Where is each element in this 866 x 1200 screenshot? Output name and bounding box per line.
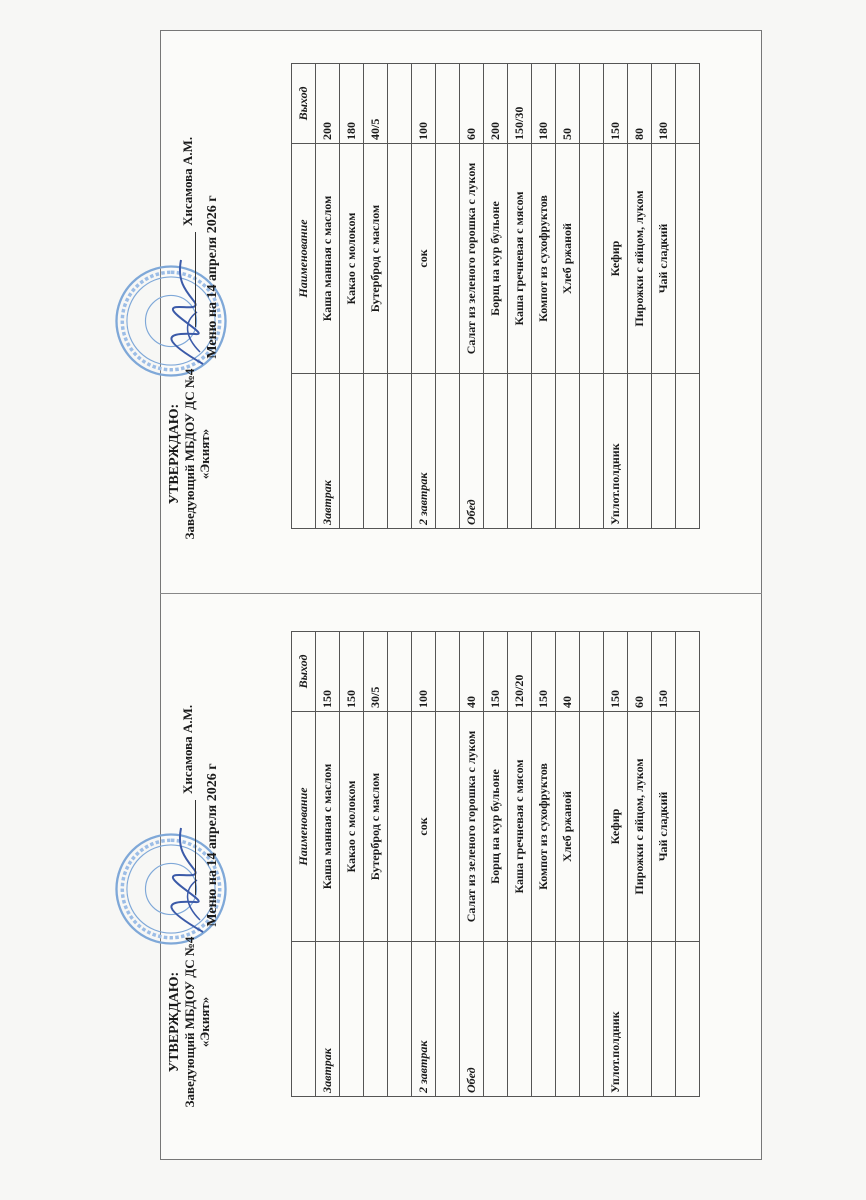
table-row bbox=[364, 632, 388, 1097]
output-cell: 150 bbox=[652, 632, 676, 712]
dish-name-cell: Борщ на кур бульоне bbox=[484, 144, 508, 374]
table-row bbox=[676, 632, 700, 1097]
meal-cell bbox=[532, 942, 556, 1097]
dish-name-cell: Пирожки с яйцом, луком bbox=[628, 712, 652, 942]
signature-underline bbox=[195, 800, 196, 895]
meal-cell bbox=[508, 374, 532, 529]
signer-name: Хисамова А.М. bbox=[180, 136, 195, 226]
dish-name-cell: Кефир bbox=[604, 712, 628, 942]
output-cell: 180 bbox=[340, 64, 364, 144]
output-cell: 40/5 bbox=[364, 64, 388, 144]
table-row bbox=[652, 632, 676, 1097]
table-row bbox=[316, 64, 340, 529]
approval-org: «Экият» bbox=[197, 996, 212, 1048]
meal-cell bbox=[340, 942, 364, 1097]
meal-cell bbox=[580, 942, 604, 1097]
dish-name-cell: Чай сладкий bbox=[652, 144, 676, 374]
meal-cell bbox=[628, 942, 652, 1097]
meal-cell: Завтрак bbox=[316, 374, 340, 529]
approval-org: «Экият» bbox=[197, 428, 212, 480]
signature-line bbox=[180, 705, 196, 895]
dish-name-cell bbox=[388, 712, 412, 942]
output-cell: 200 bbox=[316, 64, 340, 144]
dish-name-cell: Каша манная с маслом bbox=[316, 712, 340, 942]
dish-name-cell bbox=[676, 712, 700, 942]
meal-cell: 2 завтрак bbox=[412, 374, 436, 529]
meal-cell bbox=[532, 374, 556, 529]
dish-name-cell: Хлеб ржаной bbox=[556, 712, 580, 942]
dish-name-cell: Хлеб ржаной bbox=[556, 144, 580, 374]
meal-cell: Завтрак bbox=[316, 942, 340, 1097]
meal-cell bbox=[388, 374, 412, 529]
output-cell: 100 bbox=[412, 632, 436, 712]
table-row bbox=[532, 632, 556, 1097]
table-row bbox=[508, 64, 532, 529]
dish-name-cell: Борщ на кур бульоне bbox=[484, 712, 508, 942]
table-row bbox=[316, 632, 340, 1097]
header-meal bbox=[292, 374, 316, 529]
menu-table bbox=[291, 63, 700, 529]
output-cell: 180 bbox=[532, 64, 556, 144]
header-output: Выход bbox=[292, 64, 316, 144]
table-row bbox=[364, 64, 388, 529]
header-meal bbox=[292, 942, 316, 1097]
dish-name-cell: Компот из сухофруктов bbox=[532, 144, 556, 374]
table-row bbox=[532, 64, 556, 529]
table-row bbox=[580, 632, 604, 1097]
approval-header bbox=[163, 27, 291, 567]
table-row bbox=[508, 632, 532, 1097]
meal-cell bbox=[580, 374, 604, 529]
approval-title: УТВЕРЖДАЮ: bbox=[167, 971, 182, 1073]
output-cell: 200 bbox=[484, 64, 508, 144]
table-header-row bbox=[292, 632, 316, 1097]
table-row bbox=[556, 632, 580, 1097]
dish-name-cell: Пирожки с яйцом, луком bbox=[628, 144, 652, 374]
output-cell: 60 bbox=[628, 632, 652, 712]
output-cell bbox=[580, 64, 604, 144]
table-row bbox=[436, 64, 460, 529]
output-cell: 40 bbox=[556, 632, 580, 712]
output-cell bbox=[676, 632, 700, 712]
table-row bbox=[460, 632, 484, 1097]
output-cell bbox=[388, 632, 412, 712]
meal-cell bbox=[436, 374, 460, 529]
table-row bbox=[436, 632, 460, 1097]
meal-cell bbox=[652, 374, 676, 529]
output-cell: 80 bbox=[628, 64, 652, 144]
approval-title: УТВЕРЖДАЮ: bbox=[167, 403, 182, 505]
dish-name-cell: Компот из сухофруктов bbox=[532, 712, 556, 942]
dish-name-cell bbox=[580, 144, 604, 374]
meal-cell bbox=[484, 374, 508, 529]
table-header-row bbox=[292, 64, 316, 529]
output-cell: 150 bbox=[532, 632, 556, 712]
dish-name-cell bbox=[580, 712, 604, 942]
meal-cell bbox=[484, 942, 508, 1097]
meal-cell bbox=[508, 942, 532, 1097]
approval-position: Заведующий МБДОУ ДС №4 bbox=[182, 936, 197, 1108]
menu-table bbox=[291, 631, 700, 1097]
dish-name-cell bbox=[436, 144, 460, 374]
dish-name-cell: Какао с молоком bbox=[340, 712, 364, 942]
dish-name-cell: Каша гречневая с мясом bbox=[508, 144, 532, 374]
menu-title: Меню на 14 апреля 2026 г bbox=[205, 195, 220, 359]
meal-cell bbox=[340, 374, 364, 529]
table-row bbox=[460, 64, 484, 529]
meal-cell bbox=[388, 942, 412, 1097]
dish-name-cell bbox=[436, 712, 460, 942]
dish-name-cell: Каша манная с маслом bbox=[316, 144, 340, 374]
header-output: Выход bbox=[292, 632, 316, 712]
meal-cell bbox=[676, 374, 700, 529]
output-cell bbox=[436, 64, 460, 144]
meal-cell bbox=[628, 374, 652, 529]
meal-cell: Обед bbox=[460, 374, 484, 529]
meal-cell: Уплот.полдник bbox=[604, 942, 628, 1097]
table-row bbox=[580, 64, 604, 529]
dish-name-cell bbox=[676, 144, 700, 374]
output-cell: 150 bbox=[484, 632, 508, 712]
output-cell bbox=[580, 632, 604, 712]
output-cell: 150 bbox=[316, 632, 340, 712]
dish-name-cell: Кефир bbox=[604, 144, 628, 374]
meal-cell bbox=[556, 374, 580, 529]
dish-name-cell: Бутерброд с маслом bbox=[364, 144, 388, 374]
output-cell: 150 bbox=[340, 632, 364, 712]
meal-cell bbox=[652, 942, 676, 1097]
table-row bbox=[652, 64, 676, 529]
output-cell bbox=[388, 64, 412, 144]
meal-cell: Обед bbox=[460, 942, 484, 1097]
output-cell: 150 bbox=[604, 632, 628, 712]
dish-name-cell: Какао с молоком bbox=[340, 144, 364, 374]
approval-header bbox=[163, 595, 291, 1135]
table-row bbox=[556, 64, 580, 529]
meal-cell bbox=[364, 374, 388, 529]
table-row bbox=[676, 64, 700, 529]
output-cell: 120/20 bbox=[508, 632, 532, 712]
signature-underline bbox=[195, 232, 196, 327]
signature-line bbox=[180, 137, 196, 327]
table-row bbox=[340, 632, 364, 1097]
output-cell bbox=[436, 632, 460, 712]
output-cell: 150 bbox=[604, 64, 628, 144]
dish-name-cell: Каша гречневая с мясом bbox=[508, 712, 532, 942]
dish-name-cell: Салат из зеленого горошка с луком bbox=[460, 712, 484, 942]
output-cell: 50 bbox=[556, 64, 580, 144]
dish-name-cell: Бутерброд с маслом bbox=[364, 712, 388, 942]
table-row bbox=[484, 64, 508, 529]
dish-name-cell: сок bbox=[412, 144, 436, 374]
table-row bbox=[604, 64, 628, 529]
menu-panel-2 bbox=[163, 27, 751, 567]
table-row bbox=[412, 64, 436, 529]
output-cell bbox=[676, 64, 700, 144]
signer-name: Хисамова А.М. bbox=[180, 704, 195, 794]
table-row bbox=[484, 632, 508, 1097]
table-row bbox=[412, 632, 436, 1097]
table-row bbox=[388, 632, 412, 1097]
meal-cell: 2 завтрак bbox=[412, 942, 436, 1097]
meal-cell bbox=[436, 942, 460, 1097]
table-row bbox=[340, 64, 364, 529]
dish-name-cell bbox=[388, 144, 412, 374]
dish-name-cell: Салат из зеленого горошка с луком bbox=[460, 144, 484, 374]
meal-cell bbox=[676, 942, 700, 1097]
header-name: Наименование bbox=[292, 144, 316, 374]
header-name: Наименование bbox=[292, 712, 316, 942]
approval-position: Заведующий МБДОУ ДС №4 bbox=[182, 368, 197, 540]
dish-name-cell: сок bbox=[412, 712, 436, 942]
table-row bbox=[388, 64, 412, 529]
table-row bbox=[604, 632, 628, 1097]
dish-name-cell: Чай сладкий bbox=[652, 712, 676, 942]
output-cell: 180 bbox=[652, 64, 676, 144]
meal-cell: Уплот.полдник bbox=[604, 374, 628, 529]
output-cell: 40 bbox=[460, 632, 484, 712]
output-cell: 150/30 bbox=[508, 64, 532, 144]
menu-panel-1 bbox=[163, 595, 751, 1135]
table-row bbox=[628, 632, 652, 1097]
meal-cell bbox=[364, 942, 388, 1097]
page-divider bbox=[160, 593, 762, 594]
output-cell: 60 bbox=[460, 64, 484, 144]
meal-cell bbox=[556, 942, 580, 1097]
output-cell: 100 bbox=[412, 64, 436, 144]
table-row bbox=[628, 64, 652, 529]
menu-title: Меню на 14 апреля 2026 г bbox=[205, 763, 220, 927]
output-cell: 30/5 bbox=[364, 632, 388, 712]
